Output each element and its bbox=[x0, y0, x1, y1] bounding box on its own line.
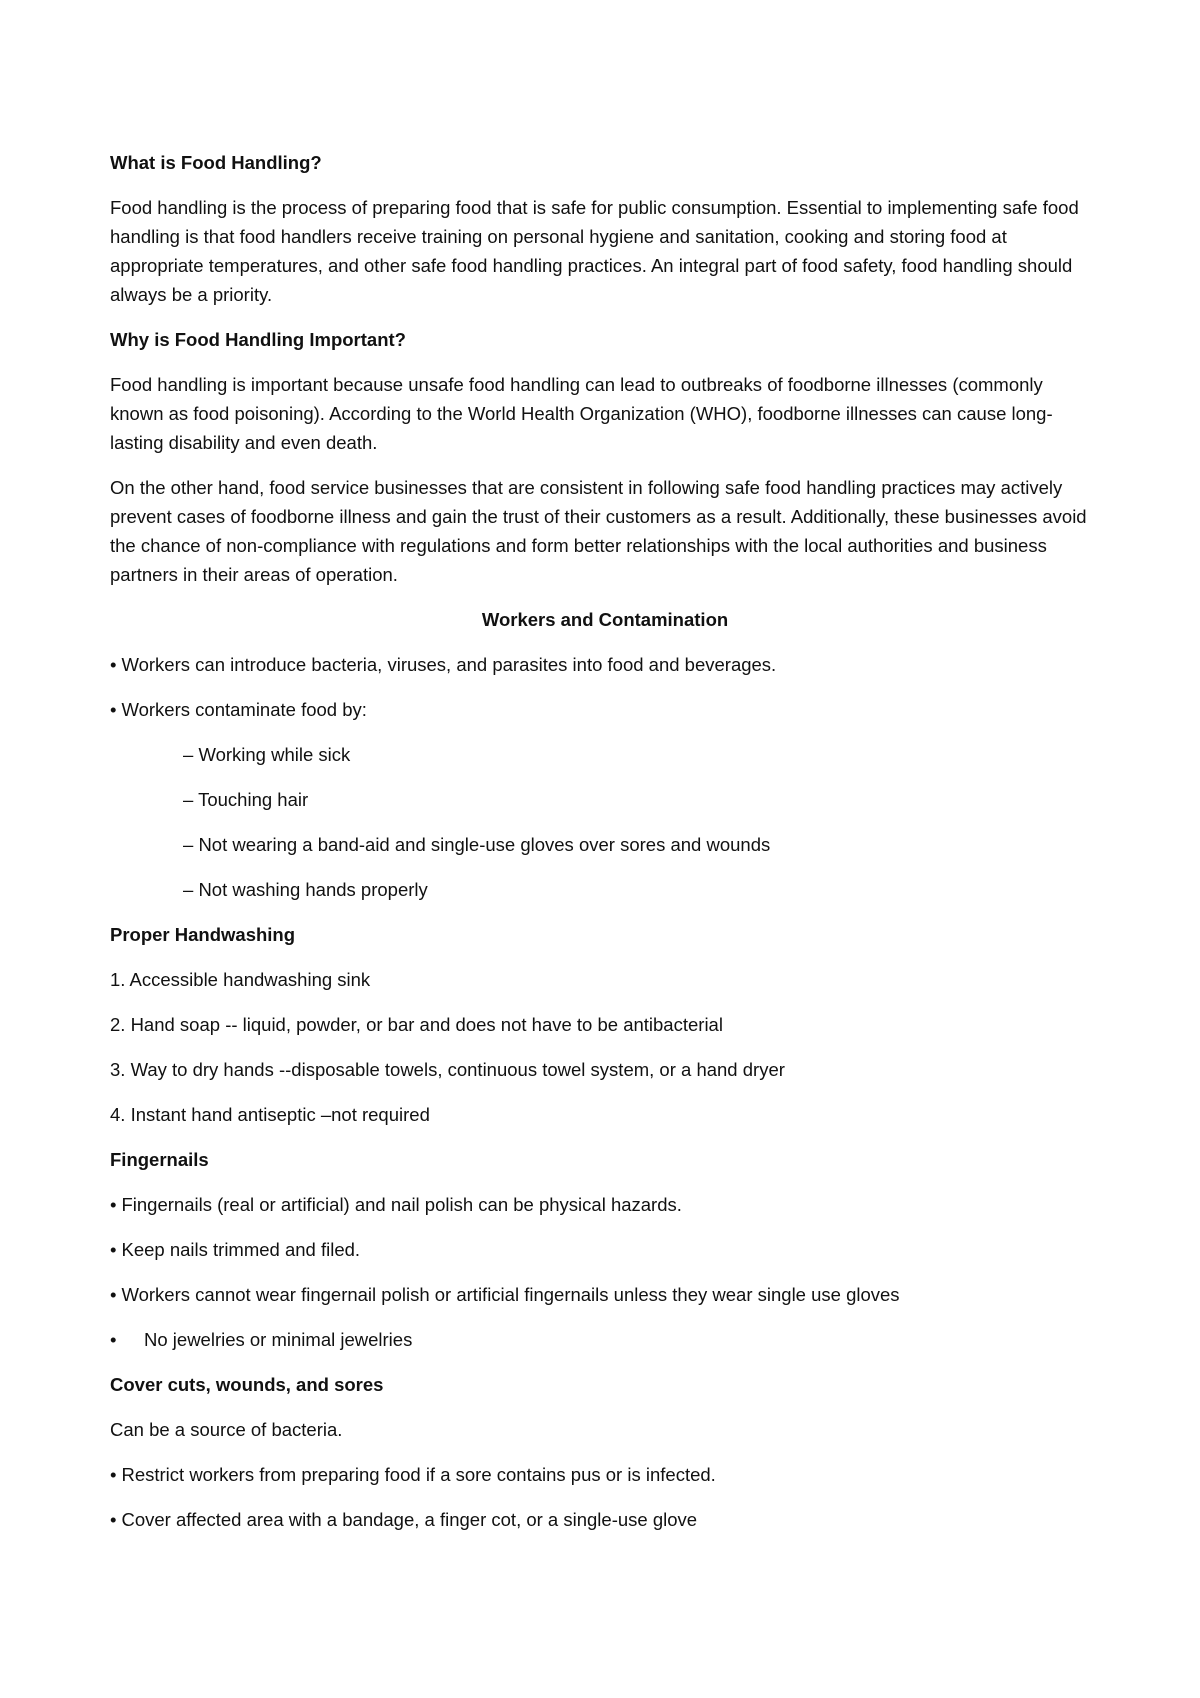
heading-cover-cuts: Cover cuts, wounds, and sores bbox=[110, 1374, 384, 1395]
bullet-icon: • bbox=[110, 1239, 117, 1260]
bullet-icon: • bbox=[110, 1464, 117, 1485]
list-item-text: Restrict workers from preparing food if a sore contains pus or is infected. bbox=[121, 1464, 716, 1485]
heading-fingernails: Fingernails bbox=[110, 1149, 209, 1170]
list-item-text: Cover affected area with a bandage, a finger cot, or a single-use glove bbox=[121, 1509, 698, 1530]
heading-why-important: Why is Food Handling Important? bbox=[110, 329, 406, 350]
numbered-item: 1. Accessible handwashing sink bbox=[110, 969, 371, 990]
paragraph-definition: Food handling is the process of preparing food that is safe for public consumption. Essential to implementing safe food handling is that food handlers receive training on personal hygiene and sanitation, cooking and storing food at appropriate temperatures, and other safe food handling practices. An integral part of food safety, food handling should always be a priority. bbox=[110, 197, 1079, 305]
list-item-text: Fingernails (real or artificial) and nail polish can be physical hazards. bbox=[121, 1194, 682, 1215]
numbered-item: 4. Instant hand antiseptic –not required bbox=[110, 1104, 430, 1125]
heading-workers-contamination: Workers and Contamination bbox=[481, 609, 729, 630]
list-item-text: Workers can introduce bacteria, viruses, and parasites into food and beverages. bbox=[121, 654, 777, 675]
list-item bbox=[110, 695, 1100, 724]
list-item-text: Keep nails trimmed and filed. bbox=[121, 1239, 361, 1260]
numbered-item: 2. Hand soap -- liquid, powder, or bar and does not have to be antibacterial bbox=[110, 1014, 723, 1035]
bullet-icon: • bbox=[110, 1194, 117, 1215]
list-item bbox=[110, 1325, 1100, 1354]
bullet-icon: • bbox=[110, 1329, 117, 1350]
dash-icon: – bbox=[183, 789, 194, 810]
paragraph-importance: Food handling is important because unsafe food handling can lead to outbreaks of foodborne illnesses (commonly known as food poisoning). According to the World Health Organization (WHO), foodborne illnesses can cause long-lasting disability and even death. bbox=[110, 374, 1053, 453]
sub-list-item bbox=[183, 830, 1100, 859]
sub-list-item bbox=[183, 785, 1100, 814]
sub-list-item-text: Working while sick bbox=[198, 744, 351, 765]
numbered-item: 3. Way to dry hands --disposable towels, continuous towel system, or a hand dryer bbox=[110, 1059, 785, 1080]
sub-list-item-text: Not washing hands properly bbox=[198, 879, 428, 900]
bullet-icon: • bbox=[110, 654, 117, 675]
bullet-icon: • bbox=[110, 1509, 117, 1530]
dash-icon: – bbox=[183, 879, 194, 900]
sub-list-item bbox=[183, 875, 1100, 904]
list-item bbox=[110, 1460, 1100, 1489]
dash-icon: – bbox=[183, 744, 194, 765]
list-item bbox=[110, 650, 1100, 679]
paragraph-bacteria-source: Can be a source of bacteria. bbox=[110, 1419, 343, 1440]
list-item-text: Workers cannot wear fingernail polish or artificial fingernails unless they wear single use gloves bbox=[121, 1284, 900, 1305]
dash-icon: – bbox=[183, 834, 194, 855]
list-item bbox=[110, 1190, 1100, 1219]
sub-list-item-text: Touching hair bbox=[198, 789, 309, 810]
bullet-icon: • bbox=[110, 1284, 117, 1305]
list-item-text: No jewelries or minimal jewelries bbox=[144, 1329, 413, 1350]
bullet-icon: • bbox=[110, 699, 117, 720]
sub-list-item-text: Not wearing a band-aid and single-use gloves over sores and wounds bbox=[198, 834, 771, 855]
list-item bbox=[110, 1505, 1100, 1534]
list-item-text: Workers contaminate food by: bbox=[121, 699, 367, 720]
paragraph-business-benefits: On the other hand, food service businesses that are consistent in following safe food handling practices may actively prevent cases of foodborne illness and gain the trust of their customers as a result. Additionally, these businesses avoid the chance of non-compliance with regulations and form better relationships with the local authorities and business partners in their areas of operation. bbox=[110, 477, 1087, 585]
list-item bbox=[110, 1280, 1100, 1309]
heading-proper-handwashing: Proper Handwashing bbox=[110, 924, 296, 945]
heading-what-is-food-handling: What is Food Handling? bbox=[110, 152, 322, 173]
sub-list-item bbox=[183, 740, 1100, 769]
list-item bbox=[110, 1235, 1100, 1264]
